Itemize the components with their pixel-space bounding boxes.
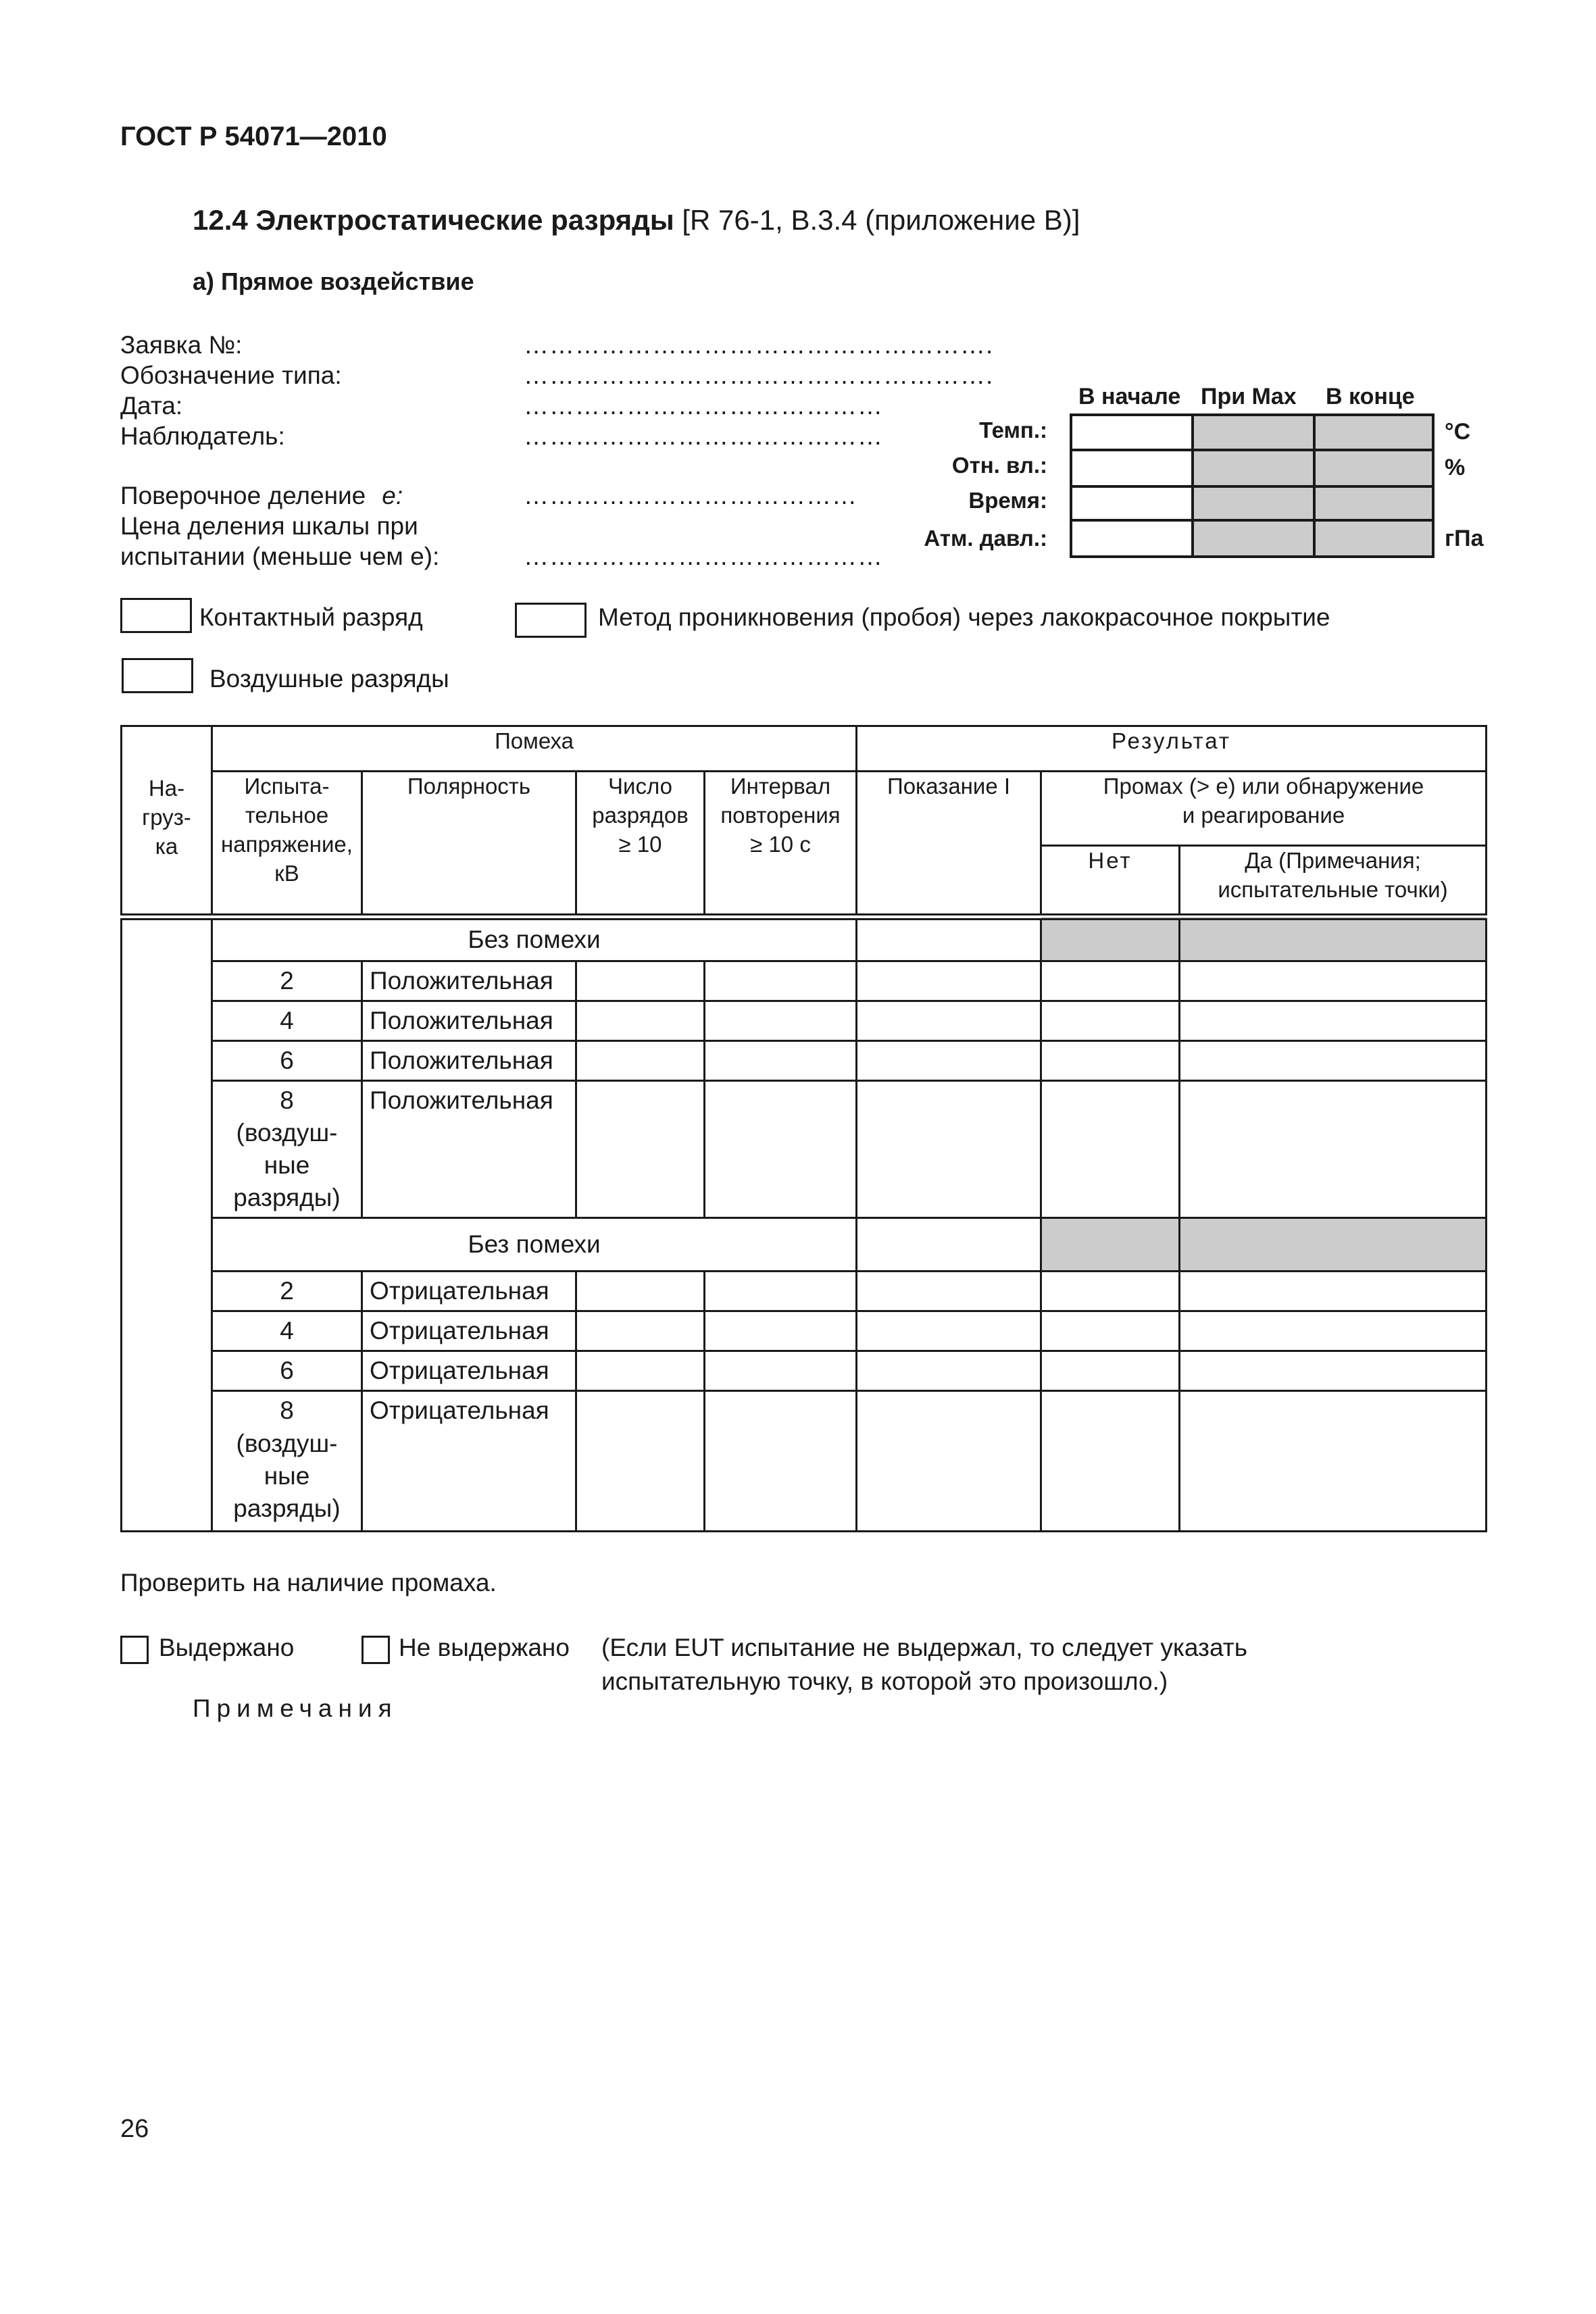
scale-label-line-2: испытании (меньше чем e): xyxy=(120,543,440,570)
section-title-bold: 12.4 Электростатические разряды xyxy=(193,204,674,236)
polarity-cell: Отрицательная xyxy=(362,1391,576,1532)
application-field[interactable]: ………………………………………………. xyxy=(524,331,994,359)
section-title xyxy=(193,204,1080,236)
miss-header: Промах (> e) или обнаружение и реагирование xyxy=(1041,772,1487,846)
polarity-cell: Положительная xyxy=(362,1001,576,1040)
env-col-start: В начале xyxy=(1078,384,1181,409)
voltage-cell: 2 xyxy=(212,1272,362,1311)
load-header: На- груз- ка xyxy=(122,726,212,917)
no-cell[interactable] xyxy=(1041,1351,1180,1391)
shaded-cell xyxy=(1180,1218,1487,1272)
application-label: Заявка №: xyxy=(120,331,243,359)
reading-cell[interactable] xyxy=(857,1040,1041,1080)
count-cell[interactable] xyxy=(576,1272,705,1311)
no-cell[interactable] xyxy=(1041,1040,1180,1080)
no-header: Нет xyxy=(1041,845,1180,917)
no-cell[interactable] xyxy=(1041,961,1180,1001)
date-field[interactable]: …………………………………… xyxy=(524,392,883,420)
observer-field[interactable]: …………………………………… xyxy=(524,422,883,450)
yes-cell[interactable] xyxy=(1180,1272,1487,1311)
verification-symbol: e: xyxy=(382,482,403,509)
no-cell[interactable] xyxy=(1041,1080,1180,1217)
reading-cell[interactable] xyxy=(857,1311,1041,1351)
no-cell[interactable] xyxy=(1041,1311,1180,1351)
voltage-cell: 2 xyxy=(212,961,362,1001)
type-label: Обозначение типа: xyxy=(120,361,342,389)
environment-grid xyxy=(1070,413,1435,558)
load-cell[interactable] xyxy=(122,917,212,1531)
shaded-cell xyxy=(1041,917,1180,961)
env-row-time: Время: xyxy=(968,488,1047,513)
result-header: Результат xyxy=(857,726,1487,772)
reading-cell[interactable] xyxy=(857,1001,1041,1040)
polarity-cell: Отрицательная xyxy=(362,1272,576,1311)
contact-discharge-checkbox[interactable] xyxy=(120,598,192,633)
contact-discharge-label: Контактный разряд xyxy=(199,603,423,631)
reading-cell[interactable] xyxy=(857,917,1041,961)
interval-cell[interactable] xyxy=(705,1391,857,1532)
yes-cell[interactable] xyxy=(1180,1040,1487,1080)
yes-cell[interactable] xyxy=(1180,1001,1487,1040)
voltage-cell: 8 (воздуш- ные разряды) xyxy=(212,1391,362,1532)
failed-checkbox[interactable] xyxy=(361,1636,390,1664)
type-field[interactable]: ………………………………………………. xyxy=(524,361,994,389)
observer-label: Наблюдатель: xyxy=(120,422,285,450)
scale-label-line-1: Цена деления шкалы при xyxy=(120,512,418,540)
interval-cell[interactable] xyxy=(705,1040,857,1080)
voltage-cell: 6 xyxy=(212,1351,362,1391)
interval-cell[interactable] xyxy=(705,961,857,1001)
env-row-temp: Темп.: xyxy=(979,418,1047,443)
scale-field[interactable]: …………………………………… xyxy=(524,543,883,570)
unit-humidity: % xyxy=(1445,455,1466,480)
verification-label-text: Поверочное деление xyxy=(120,482,366,509)
interval-cell[interactable] xyxy=(705,1272,857,1311)
env-row-humidity: Отн. вл.: xyxy=(951,453,1047,478)
penetration-method-checkbox[interactable] xyxy=(515,603,587,638)
yes-header: Да (Примечания; испытательные точки) xyxy=(1180,845,1487,917)
verification-field[interactable]: ………………………………… xyxy=(524,482,857,509)
air-discharge-label: Воздушные разряды xyxy=(209,665,449,693)
reading-cell[interactable] xyxy=(857,961,1041,1001)
count-cell[interactable] xyxy=(576,1080,705,1217)
shaded-cell xyxy=(1180,917,1487,961)
reading-cell[interactable] xyxy=(857,1351,1041,1391)
env-row-divider xyxy=(1072,485,1432,488)
failed-label: Не выдержано xyxy=(399,1634,570,1661)
no-disturbance-row: Без помехи xyxy=(212,917,857,961)
count-cell[interactable] xyxy=(576,1001,705,1040)
voltage-cell: 8 (воздуш- ные разряды) xyxy=(212,1080,362,1217)
check-instruction: Проверить на наличие промаха. xyxy=(120,1569,497,1596)
yes-cell[interactable] xyxy=(1180,1311,1487,1351)
document-code: ГОСТ Р 54071—2010 xyxy=(120,122,387,151)
voltage-cell: 4 xyxy=(212,1311,362,1351)
interval-cell[interactable] xyxy=(705,1311,857,1351)
interval-cell[interactable] xyxy=(705,1001,857,1040)
polarity-cell: Отрицательная xyxy=(362,1311,576,1351)
env-row-pressure: Атм. давл.: xyxy=(924,526,1047,551)
reading-cell[interactable] xyxy=(857,1218,1041,1272)
page-number: 26 xyxy=(120,2115,149,2143)
interval-header: Интервал повторения ≥ 10 с xyxy=(705,772,857,917)
passed-checkbox[interactable] xyxy=(120,1636,149,1664)
reading-cell[interactable] xyxy=(857,1391,1041,1532)
yes-cell[interactable] xyxy=(1180,1080,1487,1217)
polarity-cell: Положительная xyxy=(362,961,576,1001)
failure-note-line-2: испытательную точку, в которой это произошло.) xyxy=(601,1667,1168,1695)
count-cell[interactable] xyxy=(576,1040,705,1080)
polarity-cell: Положительная xyxy=(362,1040,576,1080)
test-results-table xyxy=(120,725,1487,1532)
interval-cell[interactable] xyxy=(705,1080,857,1217)
voltage-cell: 4 xyxy=(212,1001,362,1040)
reading-header: Показание I xyxy=(857,772,1041,917)
verification-label xyxy=(120,482,403,510)
polarity-cell: Отрицательная xyxy=(362,1351,576,1391)
disturbance-header: Помеха xyxy=(212,726,857,772)
count-header: Число разрядов ≥ 10 xyxy=(576,772,705,917)
no-cell[interactable] xyxy=(1041,1001,1180,1040)
subsection-title: a) Прямое воздействие xyxy=(193,268,474,295)
no-cell[interactable] xyxy=(1041,1272,1180,1311)
env-col-end: В конце xyxy=(1326,384,1415,409)
failure-note-line-1: (Если EUT испытание не выдержал, то следует указать xyxy=(601,1634,1247,1661)
unit-temp: °C xyxy=(1445,419,1471,445)
unit-pressure: гПа xyxy=(1445,526,1484,551)
yes-cell[interactable] xyxy=(1180,961,1487,1001)
count-cell[interactable] xyxy=(576,1351,705,1391)
no-disturbance-row: Без помехи xyxy=(212,1218,857,1272)
air-discharge-checkbox[interactable] xyxy=(122,658,193,693)
date-label: Дата: xyxy=(120,392,183,420)
reading-cell[interactable] xyxy=(857,1080,1041,1217)
env-row-divider xyxy=(1072,519,1432,522)
interval-cell[interactable] xyxy=(705,1351,857,1391)
reading-cell[interactable] xyxy=(857,1272,1041,1311)
env-col-max: При Max xyxy=(1201,384,1297,409)
penetration-method-label: Метод проникновения (пробоя) через лакокрасочное покрытие xyxy=(598,603,1330,631)
count-cell[interactable] xyxy=(576,961,705,1001)
count-cell[interactable] xyxy=(576,1311,705,1351)
section-title-reference: [R 76-1, B.3.4 (приложение B)] xyxy=(674,204,1080,236)
notes-title: Примечания xyxy=(193,1694,398,1722)
passed-label: Выдержано xyxy=(159,1634,295,1661)
no-cell[interactable] xyxy=(1041,1391,1180,1532)
shaded-cell xyxy=(1041,1218,1180,1272)
voltage-cell: 6 xyxy=(212,1040,362,1080)
count-cell[interactable] xyxy=(576,1391,705,1532)
polarity-header: Полярность xyxy=(362,772,576,917)
env-row-divider xyxy=(1072,449,1432,451)
voltage-header: Испыта- тельное напряжение, кВ xyxy=(212,772,362,917)
polarity-cell: Положительная xyxy=(362,1080,576,1217)
yes-cell[interactable] xyxy=(1180,1351,1487,1391)
yes-cell[interactable] xyxy=(1180,1391,1487,1532)
